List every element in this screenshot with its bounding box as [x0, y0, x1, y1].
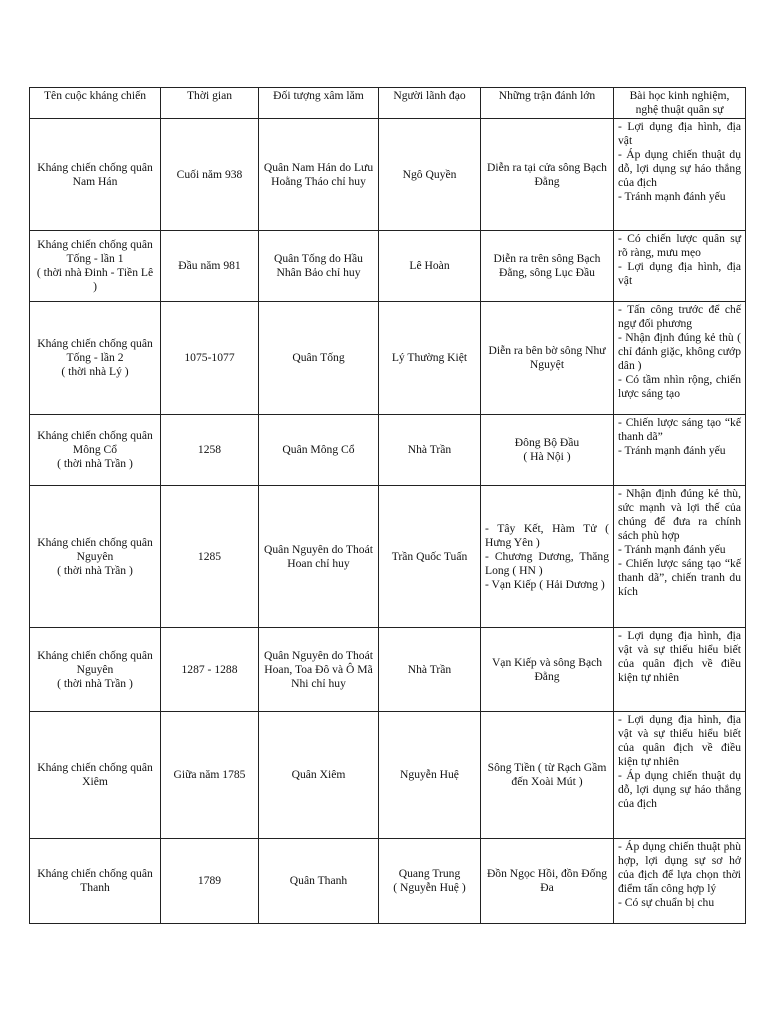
cell-leader: Nhà Trần [379, 415, 481, 486]
history-table [29, 87, 746, 924]
lesson-item: - Nhận định đúng kẻ thù, sức mạnh và lợi thế của chúng để đưa ra chính sách phù hợp [618, 487, 741, 542]
lesson-item: - Nhận định đúng kẻ thù ( chỉ đánh giặc, không cướp dân ) [618, 331, 741, 372]
header-leader: Người lãnh đạo [379, 88, 481, 119]
table-row [30, 415, 746, 486]
cell-battles: Sông Tiền ( từ Rạch Gầm đến Xoài Mút ) [481, 712, 614, 839]
cell-name: Kháng chiến chống quân Thanh [30, 839, 161, 924]
cell-name: Kháng chiến chống quân Tống - lần 1 ( thời nhà Đinh - Tiền Lê ) [30, 231, 161, 302]
table-body [30, 119, 746, 924]
table-row [30, 486, 746, 628]
cell-enemy: Quân Mông Cổ [259, 415, 379, 486]
cell-battles: Đồn Ngọc Hồi, đồn Đống Đa [481, 839, 614, 924]
header-row [30, 88, 746, 119]
cell-battles: - Tây Kết, Hàm Tử ( Hưng Yên ) - Chương Dương, Thăng Long ( HN ) - Vạn Kiếp ( Hải Dương ) [481, 486, 614, 628]
cell-name: Kháng chiến chống quân Nguyên ( thời nhà Trần ) [30, 486, 161, 628]
lesson-item: - Chiến lược sáng tạo “kế thanh dã” [618, 416, 741, 443]
lesson-item: - Tránh mạnh đánh yếu [618, 543, 726, 556]
lesson-item: - Áp dụng chiến thuật dụ dỗ, lợi dụng sự háo thắng của địch [618, 148, 741, 189]
cell-enemy: Quân Tống do Hầu Nhân Bảo chỉ huy [259, 231, 379, 302]
table-row [30, 231, 746, 302]
cell-lessons [614, 486, 746, 628]
cell-time: Đầu năm 981 [161, 231, 259, 302]
table-row [30, 839, 746, 924]
header-enemy: Đối tượng xâm lăm [259, 88, 379, 119]
cell-enemy: Quân Thanh [259, 839, 379, 924]
cell-name: Kháng chiến chống quân Mông Cổ ( thời nhà Trần ) [30, 415, 161, 486]
table-row [30, 302, 746, 415]
cell-battles: Vạn Kiếp và sông Bạch Đằng [481, 628, 614, 712]
cell-lessons [614, 712, 746, 839]
lesson-item: - Tấn công trước để chế ngự đối phương [618, 303, 741, 330]
cell-enemy: Quân Xiêm [259, 712, 379, 839]
header-name: Tên cuộc kháng chiến [30, 88, 161, 119]
cell-leader: Trần Quốc Tuấn [379, 486, 481, 628]
cell-name: Kháng chiến chống quân Xiêm [30, 712, 161, 839]
header-lessons: Bài học kinh nghiệm, nghệ thuật quân sự [614, 88, 746, 119]
cell-time: 1285 [161, 486, 259, 628]
cell-name: Kháng chiến chống quân Nguyên ( thời nhà Trần ) [30, 628, 161, 712]
lesson-item: - Lợi dụng địa hình, địa vật [618, 120, 741, 147]
cell-enemy: Quân Nam Hán do Lưu Hoằng Tháo chỉ huy [259, 119, 379, 231]
cell-lessons [614, 231, 746, 302]
lesson-item: - Lợi dụng địa hình, địa vật [618, 260, 741, 287]
header-time: Thời gian [161, 88, 259, 119]
lesson-item: - Tránh mạnh đánh yếu [618, 444, 726, 457]
cell-enemy: Quân Nguyên do Thoát Hoan chỉ huy [259, 486, 379, 628]
cell-lessons [614, 119, 746, 231]
cell-time: 1789 [161, 839, 259, 924]
table-header [30, 88, 746, 119]
cell-lessons [614, 415, 746, 486]
cell-time: Cuối năm 938 [161, 119, 259, 231]
cell-leader: Lý Thường Kiệt [379, 302, 481, 415]
cell-enemy: Quân Nguyên do Thoát Hoan, Toa Đô và Ô Mã Nhi chỉ huy [259, 628, 379, 712]
lesson-item: - Áp dụng chiến thuật dụ dỗ, lợi dụng sự háo thắng của địch [618, 769, 741, 810]
cell-battles: Diễn ra bên bờ sông Như Nguyệt [481, 302, 614, 415]
lesson-item: - Lợi dụng địa hình, địa vật và sự thiếu hiểu biết của quân địch về điều kiện tự nhiên [618, 629, 741, 684]
cell-battles: Đông Bộ Đầu ( Hà Nội ) [481, 415, 614, 486]
lesson-item: - Tránh mạnh đánh yếu [618, 190, 726, 203]
header-battles: Những trận đánh lớn [481, 88, 614, 119]
cell-name: Kháng chiến chống quân Tống - lần 2 ( thời nhà Lý ) [30, 302, 161, 415]
lesson-item: - Áp dụng chiến thuật phù hợp, lợi dụng sự sơ hở của địch để lựa chọn thời điểm tấn công hợp lý [618, 840, 741, 895]
lesson-item: - Lợi dụng địa hình, địa vật và sự thiếu hiểu biết của quân địch về điều kiện tự nhiên [618, 713, 741, 768]
lesson-item: - Chiến lược sáng tạo “kế thanh dã”, chiến tranh du kích [618, 557, 741, 598]
cell-time: 1287 - 1288 [161, 628, 259, 712]
lesson-item: - Có chiến lược quân sự rõ ràng, mưu mẹo [618, 232, 741, 259]
lesson-item: - Có sự chuẩn bị chu [618, 896, 715, 909]
cell-battles: Diễn ra tại cửa sông Bạch Đằng [481, 119, 614, 231]
table-row [30, 119, 746, 231]
cell-leader: Quang Trung ( Nguyễn Huệ ) [379, 839, 481, 924]
cell-leader: Nguyễn Huệ [379, 712, 481, 839]
cell-lessons [614, 839, 746, 924]
cell-time: Giữa năm 1785 [161, 712, 259, 839]
table-row [30, 628, 746, 712]
lesson-item: - Có tầm nhìn rộng, chiến lược sáng tạo [618, 373, 741, 400]
cell-leader: Ngô Quyền [379, 119, 481, 231]
cell-leader: Nhà Trần [379, 628, 481, 712]
cell-leader: Lê Hoàn [379, 231, 481, 302]
cell-enemy: Quân Tống [259, 302, 379, 415]
cell-name: Kháng chiến chống quân Nam Hán [30, 119, 161, 231]
table-row [30, 712, 746, 839]
cell-battles: Diễn ra trên sông Bạch Đằng, sông Lục Đầu [481, 231, 614, 302]
cell-time: 1258 [161, 415, 259, 486]
cell-lessons [614, 628, 746, 712]
cell-lessons [614, 302, 746, 415]
cell-time: 1075-1077 [161, 302, 259, 415]
